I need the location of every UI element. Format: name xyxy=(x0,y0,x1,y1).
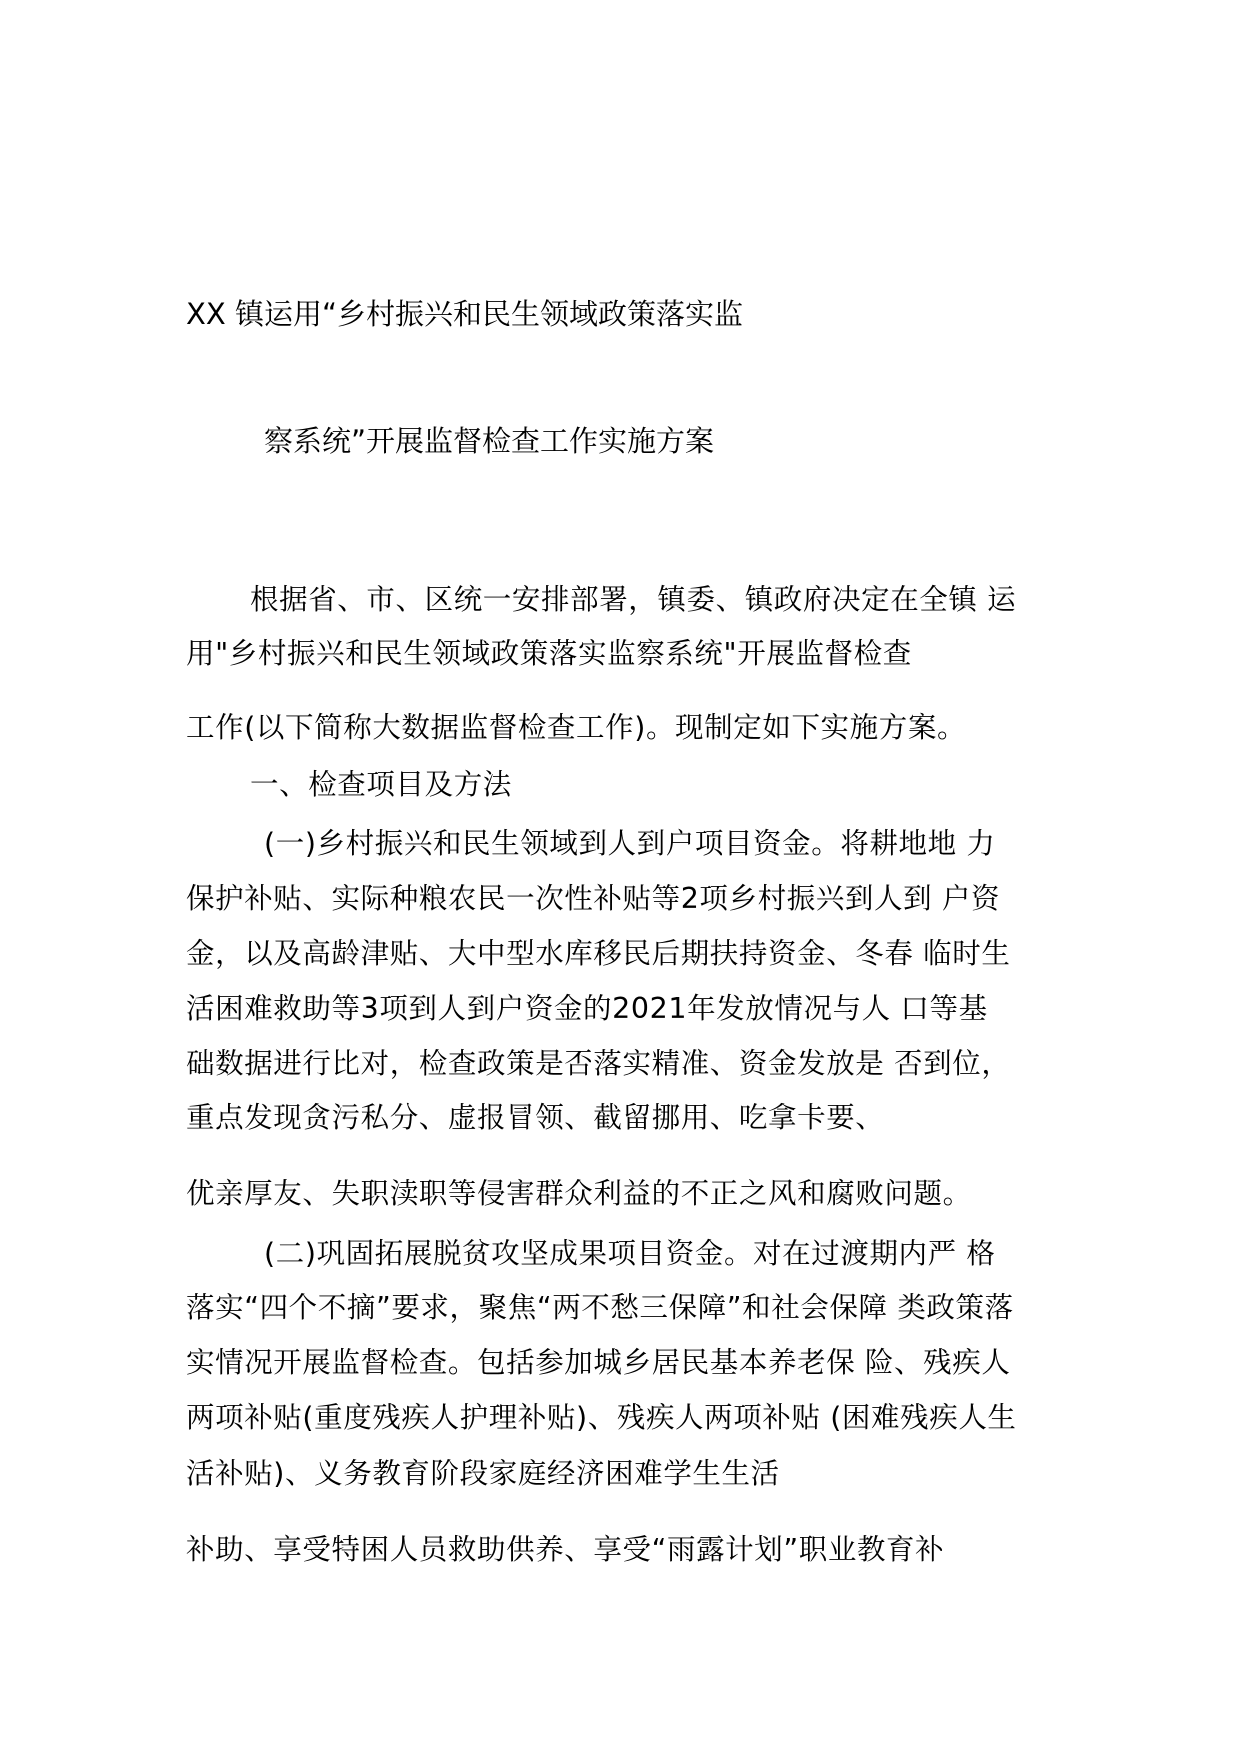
title-line-2: 察系统”开展监督检查工作实施方案 xyxy=(264,424,715,458)
body-line-13: 落实“四个不摘”要求，聚焦“两不愁三保障”和社会保障 类政策落 xyxy=(186,1291,1014,1324)
body-line-14: 实情况开展监督检查。包括参加城乡居民基本养老保 险、残疾人 xyxy=(186,1346,1011,1379)
section-heading-1: 一、检查项目及方法 xyxy=(250,768,512,801)
body-line-9: 础数据进行比对，检查政策是否落实精准、资金发放是 否到位， xyxy=(186,1047,1011,1080)
body-line-8: 活困难救助等3项到人到户资金的2021年发放情况与人 口等基 xyxy=(186,992,988,1025)
body-line-17: 补助、享受特困人员救助供养、享受“雨露计划”职业教育补 xyxy=(186,1533,945,1566)
body-line-6: 保护补贴、实际种粮农民一次性补贴等2项乡村振兴到人到 户资 xyxy=(186,882,1001,915)
body-line-2: 用"乡村振兴和民生领域政策落实监察系统"开展监督检查 xyxy=(186,637,912,670)
body-line-12: (二)巩固拓展脱贫攻坚成果项目资金。对在过渡期内严 格 xyxy=(264,1237,996,1270)
body-line-15: 两项补贴(重度残疾人护理补贴)、残疾人两项补贴 (困难残疾人生 xyxy=(186,1401,1017,1434)
body-line-16: 活补贴)、义务教育阶段家庭经济困难学生生活 xyxy=(186,1457,780,1490)
body-line-11: 优亲厚友、失职渎职等侵害群众利益的不正之风和腐败问题。 xyxy=(186,1177,972,1210)
body-line-1: 根据省、市、区统一安排部署，镇委、镇政府决定在全镇 运 xyxy=(250,583,1017,616)
body-line-7: 金，以及高龄津贴、大中型水库移民后期扶持资金、冬春 临时生 xyxy=(186,937,1011,970)
body-line-10: 重点发现贪污私分、虚报冒领、截留挪用、吃拿卡要、 xyxy=(186,1101,885,1134)
body-line-5: (一)乡村振兴和民生领域到人到户项目资金。将耕地地 力 xyxy=(264,827,996,860)
title-line-1: XX 镇运用“乡村振兴和民生领域政策落实监 xyxy=(186,297,743,331)
body-line-3: 工作(以下简称大数据监督检查工作)。现制定如下实施方案。 xyxy=(186,711,967,744)
